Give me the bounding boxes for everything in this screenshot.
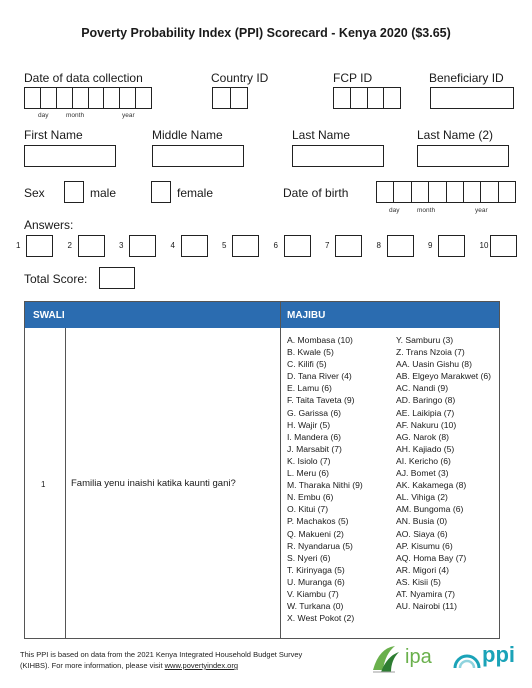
answer-option: AI. Kericho (6) [396, 455, 451, 466]
answer-option: AK. Kakamega (8) [396, 480, 467, 491]
total-score-label: Total Score: [24, 272, 88, 286]
question-table [24, 301, 500, 639]
col-answer-header: MAJIBU [287, 310, 326, 321]
answer-option: AS. Kisii (5) [396, 576, 441, 587]
answer-option: H. Wajir (5) [287, 419, 331, 430]
answer-number: 2 [67, 241, 72, 250]
country-id-field[interactable] [212, 87, 248, 109]
country-id-label: Country ID [211, 71, 269, 85]
answer-option: AE. Laikipia (7) [396, 407, 455, 418]
answer-option: Y. Samburu (3) [396, 335, 454, 345]
sex-label: Sex [24, 186, 45, 200]
answer-option: T. Kirinyaga (5) [287, 564, 345, 575]
answer-box[interactable] [490, 235, 517, 257]
answer-number: 5 [222, 241, 227, 250]
col-question-header: SWALI [33, 310, 65, 321]
table-header [25, 302, 499, 328]
answer-option: AD. Baringo (8) [396, 395, 456, 406]
answer-box[interactable] [232, 235, 259, 257]
dob-label: Date of birth [283, 186, 349, 200]
answer-box[interactable] [78, 235, 105, 257]
answer-option: AA. Uasin Gishu (8) [396, 359, 472, 370]
beneficiary-id-label: Beneficiary ID [429, 71, 504, 85]
beneficiary-id-field[interactable] [430, 87, 514, 109]
answer-option: U. Muranga (6) [287, 576, 345, 587]
last-name-2-label: Last Name (2) [417, 128, 494, 142]
answer-option: Q. Makueni (2) [287, 528, 344, 539]
dob-month-hint: month [417, 207, 436, 214]
date-day-hint: day [38, 112, 49, 119]
date-label: Date of data collection [24, 71, 143, 85]
middle-name-label: Middle Name [152, 128, 223, 142]
answer-option: O. Kitui (7) [287, 504, 329, 515]
answer-option: E. Lamu (6) [287, 383, 332, 394]
answer-option: AR. Migori (4) [396, 564, 450, 575]
dob-year-hint: year [475, 207, 488, 214]
answer-option: J. Marsabit (7) [287, 443, 342, 454]
answer-box[interactable] [335, 235, 362, 257]
question-text: Familia yenu inaishi katika kaunti gani? [71, 478, 236, 489]
total-score-field[interactable] [99, 267, 135, 289]
answer-option: G. Garissa (6) [287, 407, 341, 418]
ppi-arc-icon [452, 646, 482, 672]
last-name-label: Last Name [292, 128, 351, 142]
options-right-column [396, 334, 491, 612]
answer-number: 4 [170, 241, 175, 250]
answer-option: C. Kilifi (5) [287, 359, 327, 370]
answer-option: AT. Nyamira (7) [396, 588, 456, 599]
answer-option: I. Mandera (6) [287, 431, 341, 442]
answer-option: AN. Busia (0) [396, 516, 448, 527]
answer-option: B. Kwale (5) [287, 347, 334, 358]
answer-box[interactable] [181, 235, 208, 257]
footer-line-2 [20, 660, 302, 671]
answer-option: AB. Elgeyo Marakwet (6) [396, 371, 492, 382]
answer-option: AM. Bungoma (6) [396, 504, 464, 515]
ipa-logo [369, 640, 441, 680]
first-name-field[interactable] [24, 145, 116, 167]
answer-number: 9 [428, 241, 433, 250]
table-divider-1 [65, 328, 66, 638]
answer-option: V. Kiambu (7) [287, 588, 339, 599]
answer-option: Z. Trans Nzoia (7) [396, 347, 465, 358]
dob-day-hint: day [389, 207, 400, 214]
fcp-id-field[interactable] [333, 87, 401, 109]
last-name-field[interactable] [292, 145, 384, 167]
answer-number: 8 [376, 241, 381, 250]
answers-label: Answers: [24, 218, 74, 232]
table-divider-2 [280, 302, 281, 638]
answer-option: M. Tharaka Nithi (9) [287, 480, 363, 491]
answer-option: AL. Vihiga (2) [396, 492, 448, 503]
ppi-logo [452, 640, 520, 680]
answer-number: 1 [16, 241, 21, 250]
answer-number: 6 [273, 241, 278, 250]
answer-option: S. Nyeri (6) [287, 552, 331, 563]
answer-option: P. Machakos (5) [287, 516, 349, 527]
female-label: female [177, 186, 214, 200]
page-title: Poverty Probability Index (PPI) Scorecard - Kenya 2020 ($3.65) [81, 26, 451, 40]
footer-line-1: This PPI is based on data from the 2021 Kenya Integrated Household Budget Survey [20, 650, 303, 659]
answer-option: F. Taita Taveta (9) [287, 395, 355, 406]
answer-option: K. Isiolo (7) [287, 455, 331, 466]
first-name-label: First Name [24, 128, 83, 142]
ppi-logo-text: ppi [482, 642, 515, 667]
povertyindex-link[interactable]: www.povertyindex.org [164, 661, 239, 670]
answer-option: D. Tana River (4) [287, 371, 352, 382]
answer-number: 3 [119, 241, 124, 250]
row-number: 1 [41, 480, 46, 489]
answer-number: 10 [479, 241, 489, 250]
answer-option: AO. Siaya (6) [396, 528, 448, 539]
middle-name-field[interactable] [152, 145, 244, 167]
male-checkbox[interactable] [64, 181, 84, 203]
footer-note [20, 649, 302, 671]
fcp-id-label: FCP ID [333, 71, 373, 85]
answer-option: N. Embu (6) [287, 492, 334, 503]
options-left-column [287, 334, 363, 624]
answer-option: R. Nyandarua (5) [287, 540, 353, 551]
footer-line-2-text: (KIHBS). For more information, please visit [20, 661, 165, 670]
answer-option: W. Turkana (0) [287, 601, 344, 612]
date-collection-field[interactable] [24, 87, 152, 109]
answer-option: X. West Pokot (2) [287, 613, 355, 624]
ipa-logo-text: ipa [405, 646, 432, 668]
answer-option: AH. Kajiado (5) [396, 443, 455, 454]
answer-option: AU. Nairobi (11) [396, 601, 457, 612]
answer-option: AQ. Homa Bay (7) [396, 552, 467, 563]
answer-box[interactable] [26, 235, 53, 257]
answer-option: AC. Nandi (9) [396, 383, 449, 394]
answer-box[interactable] [129, 235, 156, 257]
answer-option: AG. Narok (8) [396, 431, 450, 442]
answer-option: AP. Kisumu (6) [396, 540, 453, 551]
answer-box[interactable] [438, 235, 465, 257]
answer-option: A. Mombasa (10) [287, 335, 353, 345]
answer-option: L. Meru (6) [287, 468, 330, 479]
last-name-2-field[interactable] [417, 145, 509, 167]
date-year-hint: year [122, 112, 135, 119]
date-of-birth-field[interactable] [376, 181, 516, 203]
date-month-hint: month [66, 112, 85, 119]
answer-number: 7 [325, 241, 330, 250]
female-checkbox[interactable] [151, 181, 171, 203]
answer-option: AF. Nakuru (10) [396, 419, 457, 430]
answer-option: AJ. Bomet (3) [396, 468, 449, 479]
male-label: male [90, 186, 117, 200]
answer-box[interactable] [284, 235, 311, 257]
answer-box[interactable] [387, 235, 414, 257]
